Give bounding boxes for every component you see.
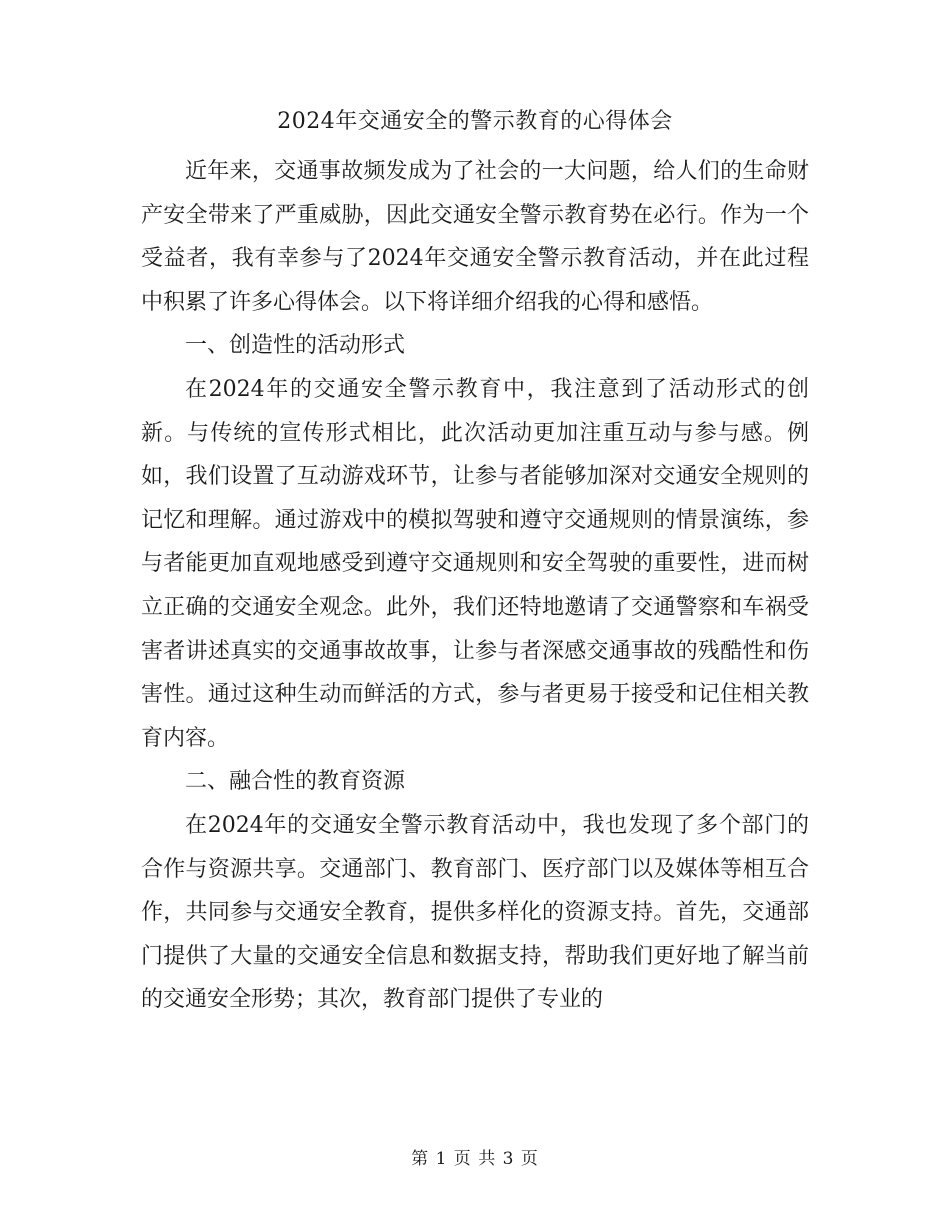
section-heading-1: 一、创造性的活动形式 (185, 333, 406, 359)
document-title: 2024年交通安全的警示教育的心得体会 (277, 109, 673, 134)
section-heading-2: 二、融合性的教育资源 (185, 769, 406, 795)
page-number-footer: 第 1 页 共 3 页 (411, 1149, 539, 1169)
section-2-paragraph: 在2024年的交通安全警示教育活动中，我也发现了多个部门的合作与资源共享。交通部门、教育部门、医疗部门以及媒体等相互合作，共同参与交通安全教育，提供多样化的资源支持。首先，交通部门提供了大量的交通安全信息和数据支持，帮助我们更好地了解当前的交通安全形势；其次，教育部门提供了专业的 (141, 812, 809, 1013)
document-body (141, 150, 809, 1022)
section-1-paragraph: 在2024年的交通安全警示教育中，我注意到了活动形式的创新。与传统的宣传形式相比，此次活动更加注重互动与参与感。例如，我们设置了互动游戏环节，让参与者能够加深对交通安全规则的记忆和理解。通过游戏中的模拟驾驶和遵守交通规则的情景演练，参与者能更加直观地感受到遵守交通规则和安全驾驶的重要性，进而树立正确的交通安全观念。此外，我们还特地邀请了交通警察和车祸受害者讲述真实的交通事故故事，让参与者深感交通事故的残酷性和伤害性。通过这种生动而鲜活的方式，参与者更易于接受和记住相关教育内容。 (141, 376, 809, 751)
intro-paragraph: 近年来，交通事故频发成为了社会的一大问题，给人们的生命财产安全带来了严重威胁，因此交通安全警示教育势在必行。作为一个受益者，我有幸参与了2024年交通安全警示教育活动，并在此过程中积累了许多心得体会。以下将详细介绍我的心得和感悟。 (141, 159, 809, 315)
